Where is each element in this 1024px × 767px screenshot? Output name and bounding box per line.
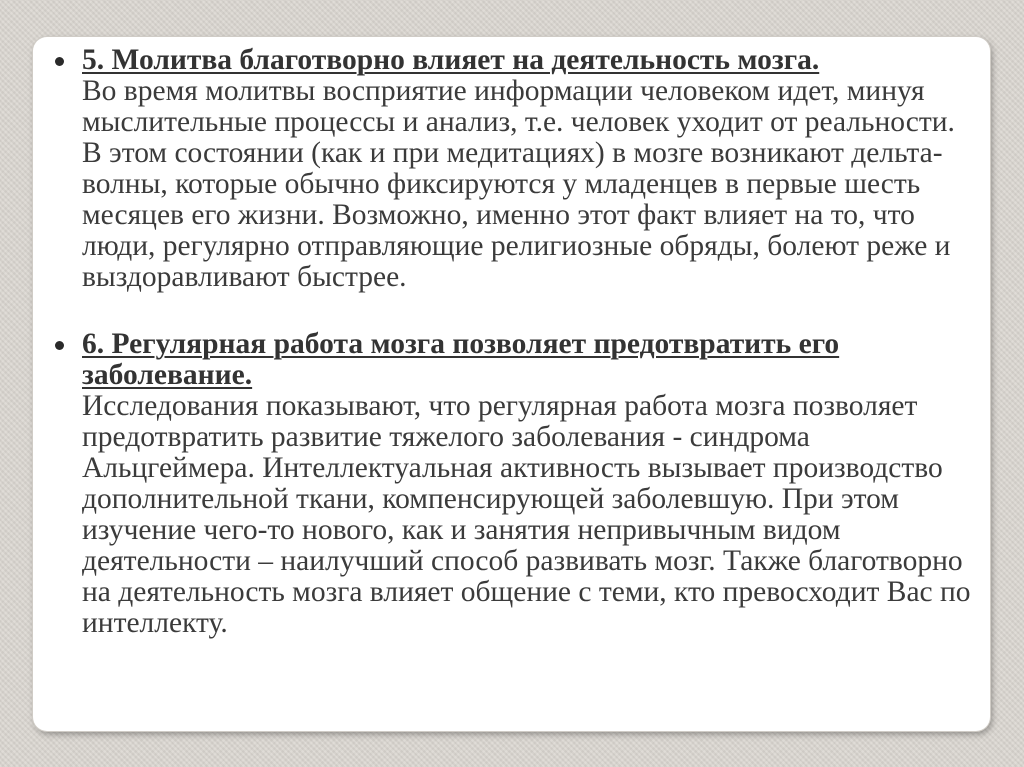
bullet-item-brain-work xyxy=(51,329,980,639)
bullet-body: Во время молитвы восприятие информации человеком идет, минуя мыслительные процессы и анализ, т.е. человек уходит от реальности. В этом состоянии (как и при медитациях) в мозге возникают дельта-волны, которые обычно фиксируются у младенцев в первые шесть месяцев его жизни. Возможно, именно этот факт влияет на то, что люди, регулярно отправляющие религиозные обряды, болеют реже и выздоравливают быстрее. xyxy=(82,75,955,293)
bullet-body: Исследования показывают, что регулярная работа мозга позволяет предотвратить развитие тяжелого заболевания - синдрома Альцгеймера. Интеллектуальная активность вызывает производство дополнительной ткани, компенсирующей заболевшую. При этом изучение чего-то нового, как и занятия непривычным видом деятельности – наилучший способ развивать мозг. Также благотворно на деятельность мозга влияет общение с теми, кто превосходит Вас по интеллекту. xyxy=(82,390,971,639)
bullet-dot-icon xyxy=(55,341,64,350)
bullet-dot-icon xyxy=(55,57,64,66)
slide-card xyxy=(33,37,990,731)
bullet-heading: 5. Молитва благотворно влияет на деятельность мозга. xyxy=(82,44,820,76)
bullet-list xyxy=(51,45,980,639)
bullet-heading: 6. Регулярная работа мозга позволяет предотвратить его заболевание. xyxy=(82,328,840,391)
bullet-item-prayer xyxy=(51,45,980,293)
